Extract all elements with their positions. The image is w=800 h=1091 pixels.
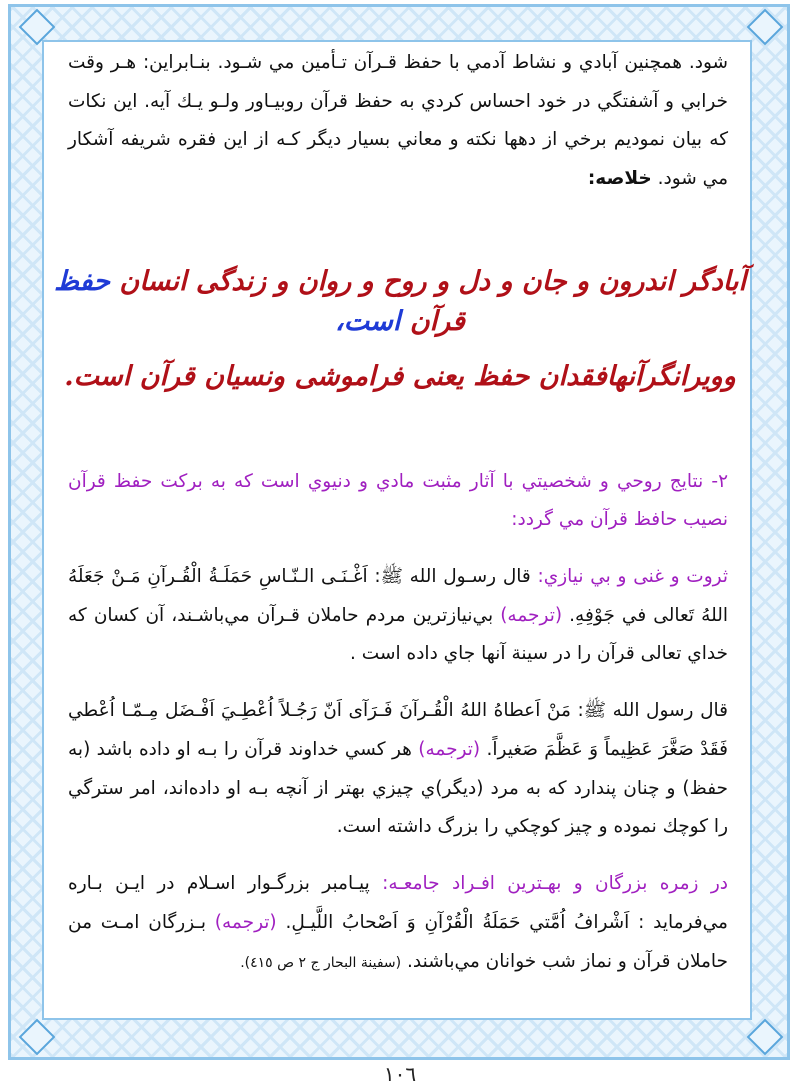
elite-paragraph	[68, 865, 728, 982]
section-2-heading: ٢- نتايج روحي و شخصيتي با آثار مثبت مادي و دنيوي است كه به بركت حفظ قرآن نصيب حافظ قرآن مي گردد:	[68, 470, 728, 531]
hadith-3: اَشْرافُ اُمَّتي حَمَلَةُ الْقُرْآنِ وَ اَصْحابُ اللَّيـلِ.	[285, 911, 630, 933]
hadith-2-translation: هر كسي خداوند قرآن را بـه او داده باشد (به حفظ) و چنان پندارد كه به مرد (ديگر)ي چيزي بهتر از آنچه بـه او داده‌اند، امر سترگي را كوچك نموده و چيز كوچكي را بزرگ داشته است.	[68, 739, 728, 838]
hadith-3-intro: پيـامبر بزرگـوار اسـلام در ايـن بـاره مي‌فرمايد :	[68, 873, 728, 933]
intro-text: شود. همچنين آبادي و نشاط آدمي با حفظ قـرآن تـأمين مي شـود. بنـابراين: هـر وقت خرابي و آشفتگي در خود احساس كردي به حفظ قرآن روبيـاور ولـو يـك آيه. اين نكات كه بيان نموديم برخي از دهها نكته و معاني بسيار ديگر كـه از اين فقره شريفه آشكار مي شود.	[68, 52, 728, 189]
hadith-2: قال رسول الله ﷺ: مَنْ اَعطاهُ اللهُ الْقُـرآنَ فَـرَآى اَنّ رَجُـلاً اُعْطِـيَ اَفْـضَل مِـمّـا اُعْطي فَقَدْ صَغَّرَ عَظِيماً وَ عَظَّمَ صَغيراً.	[68, 700, 728, 761]
banner-line-2	[40, 357, 760, 397]
hadith-2-paragraph	[68, 692, 728, 846]
wealth-paragraph	[68, 558, 728, 674]
elite-title: در زمره بزرگان و بهـترين افـراد جامعـه:	[382, 873, 728, 895]
hadith-1: قال رسـول الله ﷺ: اَغْـنَـى الـنّـاسِ حَمَلَـةُ الْقُـرآنِ مَـنْ جَعَلَهُ اللهُ تَعالى في جَوْفِهِ.	[68, 566, 728, 626]
translation-label-1: (ترجمه)	[500, 604, 563, 626]
banner-line2-text: وویرانگرآنهافقدان حفظ یعنی فراموشی ونسیان قرآن است.	[64, 361, 736, 392]
banner-line1-text: آبادگر اندرون و جان و دل و روح و روان و زندگی انسان	[119, 266, 747, 297]
source-citation: (سفينة البحار ج ٢ ص ٤١٥).	[240, 954, 402, 971]
summary-label: خلاصه:	[587, 167, 652, 189]
hadith-1-translation: بي‌نيازترين مردم حاملان قـرآن مي‌باشـند، آن كسان كه خداي تعالى قرآن را در سينة آنها جاي داده است .	[68, 604, 728, 665]
banner-line-1	[40, 262, 760, 342]
intro-paragraph	[68, 44, 728, 198]
banner-quran-word: قرآن	[409, 306, 465, 337]
translation-label-2: (ترجمه)	[418, 739, 481, 761]
page-number: ١٠٦	[383, 1062, 417, 1086]
banner-line1-end: است،	[335, 306, 401, 337]
wealth-title: ثروت و غنى و بي نيازي:	[537, 566, 728, 588]
banner-hifz-word: حفظ	[53, 266, 110, 297]
translation-label-3: (ترجمه)	[214, 911, 277, 933]
section-2	[68, 444, 728, 1001]
hadith-3-translation: بـزرگان امـت من حاملان قرآن و نماز شب خوانان مي‌باشند.	[68, 911, 728, 972]
